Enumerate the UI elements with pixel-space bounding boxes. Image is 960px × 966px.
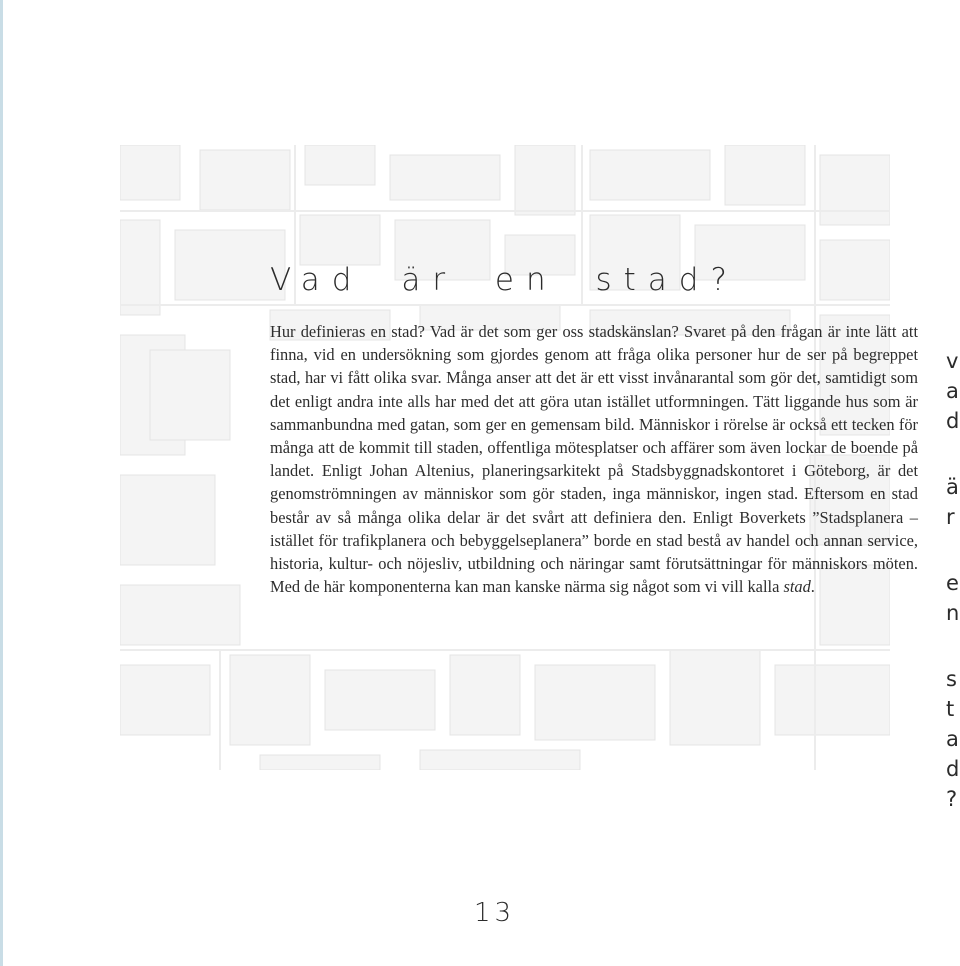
side-letter: ? xyxy=(946,787,958,811)
page-title: Vad är en stad? xyxy=(270,262,739,298)
paragraph-end: . xyxy=(810,577,815,597)
side-letter-gap xyxy=(946,628,960,664)
side-letter-gap xyxy=(946,436,960,472)
page-number: 13 xyxy=(474,898,516,928)
side-letter: v xyxy=(946,349,959,373)
side-letter: d xyxy=(946,409,960,433)
emphasized-word: stad xyxy=(783,577,811,597)
side-letter-gap xyxy=(946,532,960,568)
margin-rule xyxy=(0,0,3,966)
side-letter: d xyxy=(946,757,960,781)
paragraph-text: Hur definieras en stad? Vad är det som ger oss stadskänslan? Svaret på den frågan är inte lätt att finna, vid en undersökning som gjordes genom att fråga olika personer hur de ser på begreppet stad, har vi fått olika svar. Många anser att det är ett visst invånarantal som gör det, samtidigt som det enligt andra inte alls har med det att göra utan istället utformningen. Tätt liggande hus som är sammanbundna med gatan, som ger en gemensam bild. Människor i rörelse är också ett tecken för många att de kommit till staden, offentliga mötesplatser och affärer som även lockar de boende på landet. Enligt Johan Altenius, planeringsarkitekt på Stadsbyggnadskontoret i Göteborg, är det genomströmningen av människor som gör staden, inga människor, ingen stad. Eftersom en stad består av så många olika delar är det svårt att definiera den. Enligt Boverkets ”Stadsplanera – istället för trafikplanera och bebyggelseplanera” borde en stad bestå av handel och annan service, historia, kultur- och nöjesliv, utbildning och näringar samt förutsättningar för människors möten. Med de här komponenterna kan man kanske närma sig något som vi vill kalla xyxy=(270,322,918,597)
vertical-side-title xyxy=(946,346,960,814)
side-letter: ä xyxy=(946,475,959,499)
side-letter: a xyxy=(946,379,959,403)
side-letter: n xyxy=(946,601,960,625)
side-letter: s xyxy=(946,667,957,691)
side-letter: r xyxy=(946,505,955,529)
body-paragraph xyxy=(270,320,918,598)
side-letter: e xyxy=(946,571,959,595)
side-letter: t xyxy=(946,697,955,721)
side-letter: a xyxy=(946,727,959,751)
